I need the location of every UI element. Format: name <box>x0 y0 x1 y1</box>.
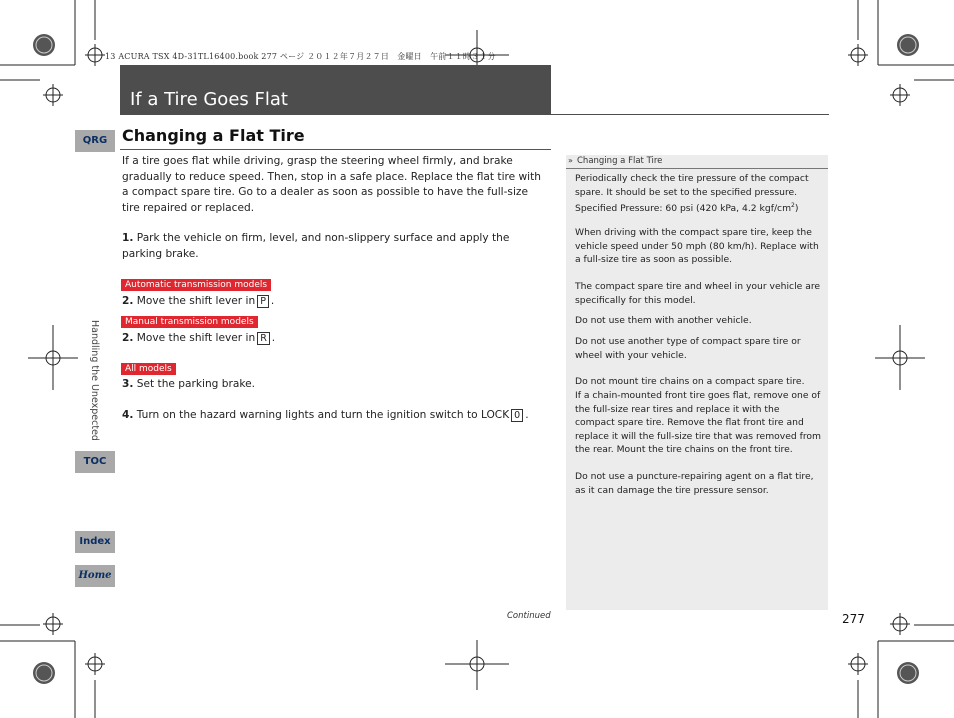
pressure-sup: 2 <box>791 202 795 209</box>
print-header: 13 ACURA TSX 4D-31TL16400.book 277 ページ ２０１２年７月２７日 金曜日 午前１１時３１分 <box>105 52 496 61</box>
note-paragraph-7: If a chain-mounted front tire goes flat, remove one of the full-size rear tires and replace it with the compact spare tire. Remove the flat front tire and replace it will the full-size tire that was removed from the rear. Mount the tire chains on the front tire. <box>575 390 821 455</box>
step-2-automatic <box>122 294 274 310</box>
toc-tab[interactable]: TOC <box>75 451 115 473</box>
step-4 <box>122 408 552 424</box>
step-end: . <box>271 332 276 344</box>
section-rule <box>120 149 551 150</box>
pressure-text: Specified Pressure: 60 psi (420 kPa, 4.2 kgf/cm <box>575 203 792 215</box>
step-text: Set the parking brake. <box>136 378 255 390</box>
step-1 <box>122 231 547 262</box>
step-number: 2. <box>122 295 134 307</box>
step-number: 2. <box>122 332 134 344</box>
note-paragraph-5: Do not use another type of compact spare tire or wheel with your vehicle. <box>575 336 801 361</box>
step-number: 3. <box>122 378 134 390</box>
note-paragraph-6: Do not mount tire chains on a compact spare tire. <box>575 376 805 387</box>
side-section-label-text: Handling the Unexpected <box>89 320 100 441</box>
step-3 <box>122 377 255 393</box>
title-bar <box>120 65 551 114</box>
note-paragraph-4: Do not use them with another vehicle. <box>575 315 752 326</box>
note-paragraph-8: Do not use a puncture-repairing agent on a flat tire, as it can damage the tire pressure sensor. <box>575 471 814 496</box>
index-tab[interactable]: Index <box>75 531 115 553</box>
step-end: . <box>270 295 275 307</box>
step-number: 1. <box>122 232 134 244</box>
section-heading: Changing a Flat Tire <box>122 126 305 145</box>
home-tab[interactable]: Home <box>75 565 115 587</box>
step-2-manual <box>122 331 275 347</box>
side-section-label <box>88 320 102 450</box>
shift-p-key: P <box>257 295 269 308</box>
intro-paragraph: If a tire goes flat while driving, grasp the steering wheel firmly, and brake gradually to reduce speed. Then, stop in a safe place. Replace the flat tire with a compact spare tire. Go to a dealer as soon as possible to have the full-size tire repaired or replaced. <box>122 155 541 214</box>
tag-automatic: Automatic transmission models <box>121 279 271 291</box>
note-heading: Changing a Flat Tire <box>577 156 663 166</box>
qrg-tab[interactable]: QRG <box>75 130 115 152</box>
reference-arrow-icon: » <box>568 156 573 165</box>
continued-label: Continued <box>507 611 551 621</box>
tag-all-models: All models <box>121 363 176 375</box>
note-specified-pressure <box>575 199 821 216</box>
page-number: 277 <box>842 612 865 626</box>
note-header <box>566 155 828 169</box>
title-rule <box>120 114 829 115</box>
step-text: Move the shift lever in <box>136 295 256 307</box>
step-text: Turn on the hazard warning lights and turn the ignition switch to LOCK <box>136 409 510 421</box>
note-paragraph-1: Periodically check the tire pressure of the compact spare. It should be set to the specified pressure. <box>575 173 809 198</box>
note-paragraph-3: The compact spare tire and wheel in your vehicle are specifically for this model. <box>575 281 821 306</box>
ignition-lock-key: 0 <box>511 409 523 422</box>
step-number: 4. <box>122 409 134 421</box>
step-text: Move the shift lever in <box>136 332 256 344</box>
step-end: . <box>525 409 529 421</box>
pressure-close: ) <box>794 203 799 215</box>
note-paragraph-2: When driving with the compact spare tire, keep the vehicle speed under 50 mph (80 km/h). Replace with a full-size tire as soon as possible. <box>575 227 819 265</box>
shift-r-key: R <box>257 332 270 345</box>
step-text: Park the vehicle on firm, level, and non-slippery surface and apply the parking brake. <box>122 232 510 260</box>
tag-manual: Manual transmission models <box>121 316 258 328</box>
page-title: If a Tire Goes Flat <box>130 89 288 110</box>
